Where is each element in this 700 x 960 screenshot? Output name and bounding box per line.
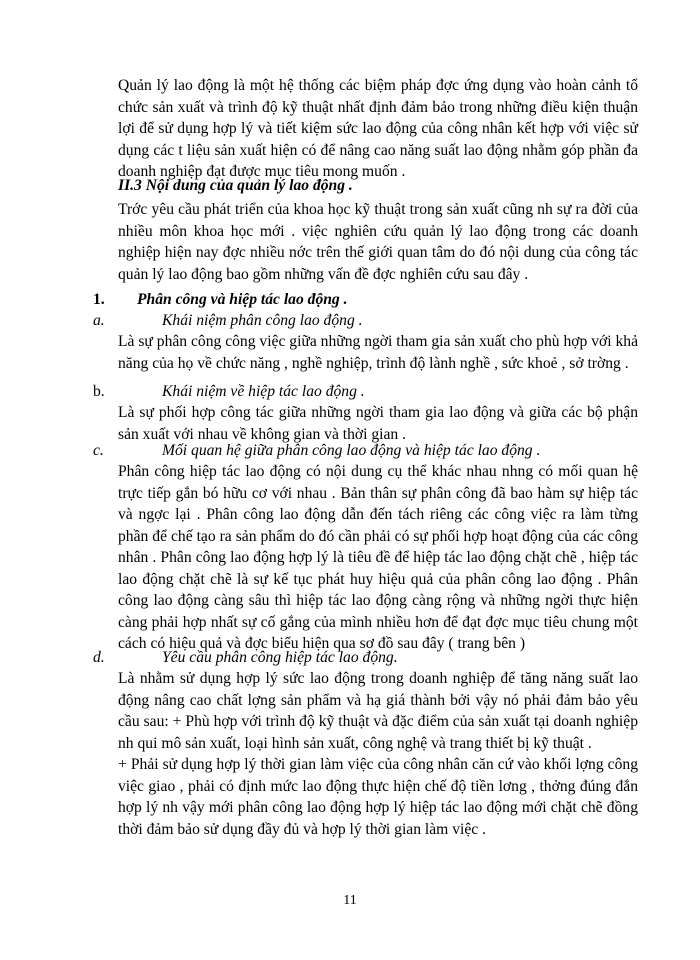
subheading-b (0, 381, 700, 402)
paragraph-d-continued: + Phải sử dụng hợp lý thời gian làm việc của công nhân căn cứ vào khối lợng công việc giao , phải có định mức lao động thực hiện chế độ tiền lơng , thởng đúng đắn hợp lý nh vậy mới phân công lao động hợp lý hiệp tác lao động mới chặt chẽ đồng thời đảm bảo sử dụng đầy đủ và hợp lý thời gian làm việc . (118, 756, 638, 838)
paragraph-d: Là nhằm sử dụng hợp lý sức lao động trong doanh nghiệp để tăng năng suất lao động nâng cao chất lợng sản phẩm và hạ giá thành bởi vậy nó phải đảm bảo yêu cầu sau: + Phù hợp với trình độ kỹ thuật và đặc điểm của sản xuất tại doanh nghiệp nh qui mô sản xuất, loại hình sản xuất, công nghệ và trang thiết bị kỹ thuật . (118, 670, 638, 752)
subheading-a-marker: a. (93, 312, 105, 329)
subheading-c-marker: c. (93, 442, 104, 459)
subheading-c-title: Mối quan hệ giữa phân công lao động và hiệp tác lao động . (162, 442, 541, 459)
subheading-b-marker: b. (93, 383, 105, 400)
subheading-b-title: Khái niệm về hiệp tác lao động . (162, 383, 365, 400)
item-1-marker: 1. (93, 291, 105, 308)
item-1-title: Phân công và hiệp tác lao động . (137, 291, 348, 308)
heading-item-1 (0, 289, 700, 310)
subheading-c (0, 440, 700, 461)
section-heading: II.3 Nội dung của quản lý lao động . (118, 177, 353, 194)
subheading-d-title: Yêu cầu phân công hiệp tác lao động. (162, 649, 398, 666)
page-number: 11 (343, 893, 357, 908)
subheading-a-title: Khái niệm phân công lao động . (162, 312, 363, 329)
paragraph-b: Là sự phối hợp công tác giữa những ngời tham gia lao động và giữa các bộ phận sản xuất với nhau về không gian và thời gian . (118, 404, 638, 443)
subheading-a (0, 310, 700, 331)
subheading-d-marker: d. (93, 649, 105, 666)
subheading-d (0, 647, 700, 668)
paragraph-c: Phân công hiệp tác lao động có nội dung cụ thể khác nhau nhng có mối quan hệ trực tiếp gắn bó hữu cơ với nhau . Bản thân sự phân công đã bao hàm sự hiệp tác và ngợc lại . Phân công lao động dẫn đến tách riêng các công việc ra làm từng phần để chế tạo ra sản phẩm do đó cần phải có sự phối hợp hoạt động của các công nhân . Phân công lao động hợp lý là tiêu đề để hiệp tác lao động chặt chẽ , hiệp tác lao động chặt chẽ là sự kế tục phát huy hiệu quả của phân công lao động . Phân công lao động càng sâu thì hiệp tác lao động càng rộng và những ngời thực hiện càng phải hợp nhất sự cố gắng của mình nhiều hơn để đạt đợc mục tiêu chung một cách có hiệu quả và đợc biểu hiện qua sơ đồ sau đây ( trang bên ) (118, 463, 638, 652)
paragraph-intro: Quản lý lao động là một hệ thống các biệm pháp đợc ứng dụng vào hoàn cảnh tổ chức sản xuất và trình độ kỹ thuật nhất định đảm bảo trong những điều kiện thuận lợi để sử dụng hợp lý và tiết kiệm sức lao động của công nhân kết hợp với việc sử dụng các t liệu sản xuất hiện có để nâng cao năng suất lao động nhằm góp phần đa doanh nghiệp đạt được mục tiêu mong muốn . (118, 77, 638, 180)
paragraph-a: Là sự phân công công việc giữa những ngời tham gia sản xuất cho phù hợp với khả năng của họ về chức năng , nghề nghiệp, trình độ lành nghề , sức khoẻ , sở trờng . (118, 333, 638, 372)
paragraph-section-intro: Trớc yêu cầu phát triển của khoa học kỹ thuật trong sản xuất cũng nh sự ra đời của nhiều môn khoa học mới . việc nghiên cứu quản lý lao động trong các doanh nghiệp hiện nay đợc nhiều nớc trên thế giới quan tâm do đó nội dung của công tác quản lý lao động bao gồm những vấn đề đợc nghiên cứu sau đây . (118, 201, 638, 283)
